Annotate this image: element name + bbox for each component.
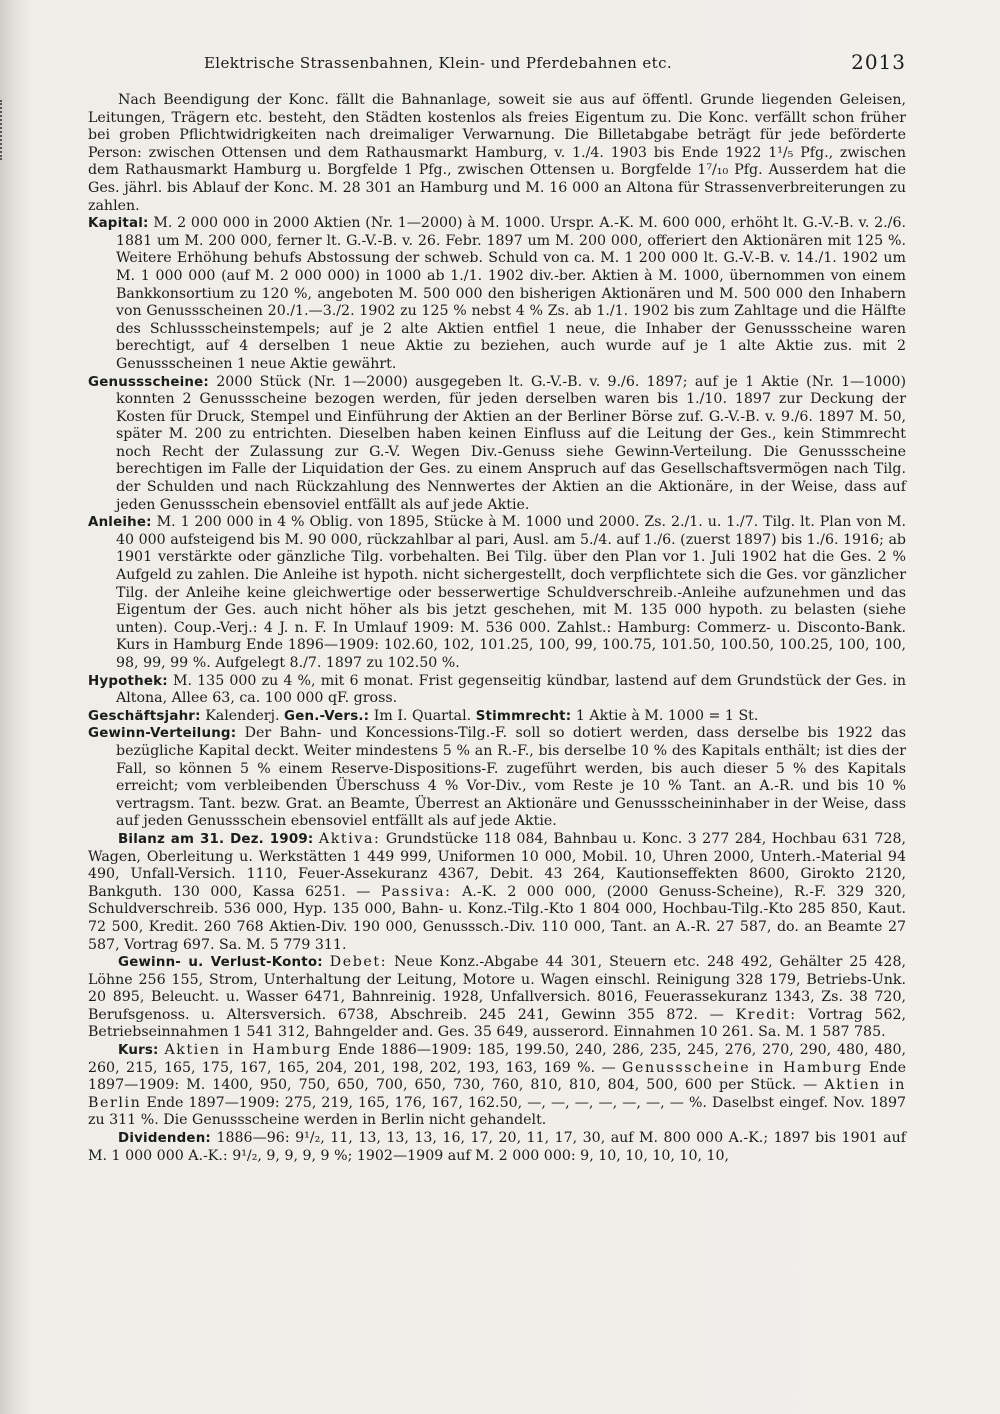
- gen-vers-label: Gen.-Vers.:: [284, 708, 370, 724]
- kapital-label: Kapital:: [88, 216, 149, 232]
- kurs-text-3: Ende 1897—1909: 275, 219, 165, 176, 167, 162.50, —, —, —, —, —, —, — %. Daselbst eingef. Nov. 1897 zu 311 %. Die Genussscheine werden in Berlin nicht gehandelt.: [88, 1094, 906, 1129]
- page-number: 2013: [851, 50, 906, 74]
- kurs-berlin-word: Aktien in Berlin: [88, 1077, 906, 1111]
- gewinn-verteilung-text: Der Bahn- und Koncessions-Tilg.-F. soll so dotiert werden, dass derselbe bis 1922 das bezügliche Kapital deckt. Weiter mindestens 5 % an R.-F., bis derselbe 10 % des Kapitals enthält; ist dies der Fall, so können 5 % einem Reserve-Dispositions-F. zugeführt werden, bis auch dieser 5 % des Kapitals erreicht; vom verbleibenden Überschuss 4 % Vor-Div., vom Reste je 10 % Tant. an A.-R. und bis 10 % vertragsm. Tant. bezw. Grat. an Beamte, Überrest an Aktionäre und Genussscheininhaber in der Weise, dass auf jeden Genussschein ebensoviel entfällt als auf jede Aktie.: [116, 725, 906, 830]
- genussscheine-section: [88, 374, 906, 515]
- kapital-section: [88, 215, 906, 373]
- dividenden-text: 1886—96: 9¹/₂, 11, 13, 13, 13, 16, 17, 20, 11, 17, 30, auf M. 800 000 A.-K.; 1897 bis 1901 auf M. 1 000 000 A.-K.: 9¹/₂, 9, 9, 9, 9 %; 1902—1909 auf M. 2 000 000: 9, 10, 10, 10, 10, 10,: [88, 1130, 906, 1164]
- kurs-genuss-word: Genussscheine in Hamburg: [622, 1059, 863, 1076]
- kredit-word: Kredit:: [735, 1006, 797, 1023]
- anleihe-text: M. 1 200 000 in 4 % Oblig. von 1895, Stücke à M. 1000 und 2000. Zs. 2./1. u. 1./7. Tilg. lt. Plan von M. 40 000 aufsteigend bis M. 90 000, rückzahlbar al pari, Ausl. am 5./4. auf 1./6. (zuerst 1897) bis 1./6. 1916; ab 1901 verstärkte oder gänzliche Tilg. vorbehalten. Bei Tilg. über den Plan vor 1. Juli 1902 hat die Ges. 2 % Aufgeld zu zahlen. Die Anleihe ist hypoth. nicht sichergestellt, doch verpflichtete sich die Ges. vor gänzlicher Tilg. der Anleihe keine gleichwertige oder besserwertige Schuldverschreib.-Anleihe aufzunehmen und das Eigentum der Ges. auch nicht höher als bis jetzt geschehen, mit M. 135 000 hypoth. zu belasten (siehe unten). Coup.-Verj.: 4 J. n. F. In Umlauf 1909: M. 536 000. Zahlst.: Hamburg: Commerz- u. Disconto-Bank. Kurs in Hamburg Ende 1896—1909: 102.60, 102, 101.25, 100, 99, 100.75, 101.50, 100.50, 100.25, 100, 100, 98, 99, 99 %. Aufgelegt 8./7. 1897 zu 102.50 %.: [116, 514, 906, 671]
- kurs-aktien-word: Aktien in Hamburg: [164, 1042, 332, 1059]
- aktiva-word: Aktiva:: [318, 830, 381, 847]
- dividenden-section: [88, 1130, 906, 1165]
- gewinn-verteilung-section: [88, 725, 906, 831]
- kurs-text-1: Ende 1886—1909: 185, 199.50, 240, 286, 235, 245, 276, 270, 290, 480, 480, 260, 215, 165, 175, 167, 165, 204, 201, 198, 202, 193, 163, 169 %. —: [88, 1042, 906, 1076]
- running-title: Elektrische Strassenbahnen, Klein- und Pferdebahnen etc.: [203, 54, 673, 72]
- debet-word: Debet:: [329, 954, 388, 971]
- hypothek-section: [88, 673, 906, 708]
- passiva-text: A.-K. 2 000 000, (2000 Genuss-Scheine), R.-F. 329 320, Schuldverschreib. 536 000, Hyp. 135 000, Bahn- u. Konz.-Tilg.-Kto 1 804 000, Hochbau-Tilg.-Kto 285 850, Kaut. 72 500, Kredit. 260 768 Aktien-Div. 190 000, Genusssch.-Div. 110 000, Tant. an A.-R. 27 587, do. an Beamte 27 587, Vortrag 697. Sa. M. 5 779 311.: [88, 883, 907, 953]
- hypothek-text: M. 135 000 zu 4 %, mit 6 monat. Frist gegenseitig kündbar, lastend auf dem Grundstück der Ges. in Altona, Allee 63, ca. 100 000 qF. gross.: [116, 672, 906, 707]
- article-body: [88, 92, 906, 1165]
- guv-label: Gewinn- u. Verlust-Konto:: [118, 955, 323, 971]
- kurs-label: Kurs:: [118, 1043, 159, 1059]
- kurs-text-2: Ende 1897—1909: M. 1400, 950, 750, 650, 700, 650, 730, 760, 810, 810, 804, 500, 600 per Stück. —: [88, 1059, 907, 1094]
- anleihe-section: [88, 514, 906, 672]
- aktiva-text: Grundstücke 118 084, Bahnbau u. Konc. 3 277 284, Hochbau 631 728, Wagen, Oberleitung u. Werkstätten 1 449 999, Uniformen 10 000, Mobil. 10, Uhren 2000, Unterh.-Material 94 490, Unfall-Versich. 1110, Feuer-Assekuranz 4367, Debit. 43 264, Kautionseffekten 8600, Girokto 2120, Bankguth. 130 000, Kassa 6251. —: [88, 830, 907, 900]
- passiva-word: Passiva:: [381, 883, 452, 900]
- genussscheine-label: Genussscheine:: [88, 374, 209, 390]
- guv-section: [88, 954, 906, 1042]
- geschaeftsjahr-label: Geschäftsjahr:: [88, 708, 201, 724]
- anleihe-label: Anleihe:: [88, 515, 152, 531]
- bilanz-label: Bilanz am 31. Dez. 1909:: [118, 831, 314, 847]
- geschaeftsjahr-text: Kalenderj.: [205, 707, 280, 724]
- kredit-text: Vortrag 562, Betriebseinnahmen 1 541 312, Bahngelder and. Ges. 35 649, ausserord. Einnahmen 10 261. Sa. M. 1 587 785.: [88, 1006, 907, 1041]
- page-header: [90, 50, 906, 78]
- gen-vers-text: Im I. Quartal.: [373, 707, 472, 724]
- margin-marks: [0, 100, 8, 160]
- kapital-text: M. 2 000 000 in 2000 Aktien (Nr. 1—2000) à M. 1000. Urspr. A.-K. M. 600 000, erhöht lt. G.-V.-B. v. 2./6. 1881 um M. 200 000, ferner lt. G.-V.-B. v. 26. Febr. 1897 um M. 200 000, offeriert den Aktionären mit 125 %. Weitere Erhöhung behufs Abstossung der schweb. Schuld von ca. M. 1 200 000 lt. G.-V.-B. v. 14./1. 1902 um M. 1 000 000 (auf M. 2 000 000) in 1000 ab 1./1. 1902 div.-ber. Aktien à M. 1000, übernommen von einem Bankkonsortium zu 120 %, angeboten M. 500 000 den bisherigen Aktionären und M. 500 000 den Inhabern von Genussscheinen 20./1.—3./2. 1902 zu 125 % nebst 4 % Zs. ab 1./1. 1902 bis zum Zahltage und die Hälfte des Schlussscheinstempels; auf je 2 alte Aktien entfiel 1 neue, die Inhaber der Genussscheine waren berechtigt, auf 4 derselben 1 neue Aktie zu beziehen, auch wurde auf je 1 alte Aktie zus. mit 2 Genussscheinen 1 neue Aktie gewährt.: [116, 215, 906, 372]
- debet-text: Neue Konz.-Abgabe 44 301, Steuern etc. 248 492, Gehälter 25 428, Löhne 256 155, Strom, Unterhaltung der Leitung, Motore u. Wagen einschl. Reinigung 328 179, Betriebs-Unk. 20 895, Beleucht. u. Wasser 6471, Bahnreinig. 1928, Unfallversich. 8016, Feuerassekuranz 1343, Zs. 38 720, Berufsgenoss. u. Altersversich. 6738, Abschreib. 245 241, Gewinn 355 872. —: [88, 954, 906, 1023]
- gewinn-verteilung-label: Gewinn-Verteilung:: [88, 726, 237, 742]
- bilanz-section: [88, 831, 906, 954]
- stimmrecht-label: Stimmrecht:: [475, 708, 572, 724]
- dividenden-label: Dividenden:: [118, 1131, 211, 1147]
- stimmrecht-text: 1 Aktie à M. 1000 = 1 St.: [575, 707, 759, 724]
- genussscheine-text: 2000 Stück (Nr. 1—2000) ausgegeben lt. G.-V.-B. v. 9./6. 1897; auf je 1 Aktie (Nr. 1—1000) konnten 2 Genussscheine bezogen werden, für jeden derselben waren bis 1./10. 1897 zur Deckung der Kosten für Druck, Stempel und Einführung der Aktien an der Berliner Börse zuf. G.-V.-B. v. 9./6. 1897 M. 50, später M. 200 zu entrichten. Dieselben haben keinen Einfluss auf die Leitung der Ges., kein Stimmrecht noch Recht der Zulassung zur G.-V. Wegen Div.-Genuss siehe Gewinn-Verteilung. Die Genussscheine berechtigen im Falle der Liquidation der Ges. zu einem Anspruch auf das Gesellschaftsvermögen nach Tilg. der Schulden und nach Rückzahlung des Nennwertes der Aktien an die Aktionäre, in der Weise, dass auf jeden Genussschein ebensoviel entfällt als auf jede Aktie.: [116, 373, 906, 513]
- hypothek-label: Hypothek:: [88, 673, 168, 689]
- kurs-section: [88, 1042, 906, 1130]
- meta-section: [88, 708, 906, 726]
- intro-paragraph: Nach Beendigung der Konc. fällt die Bahnanlage, soweit sie aus auf öffentl. Grunde liegenden Geleisen, Leitungen, Trägern etc. besteht, den Städten kostenlos als freies Eigentum zu. Die Konc. verfällt schon früher bei groben Pflichtwidrigkeiten nach dreimaliger Verwarnung. Die Billetabgabe beträgt für jede beförderte Person: zwischen Ottensen und dem Rathausmarkt Hamburg, v. 1./4. 1903 bis Ende 1922 1¹/₅ Pfg., zwischen dem Rathausmarkt Hamburg u. Borgfelde 1 Pfg., zwischen Ottensen u. Borgfelde 1⁷/₁₀ Pfg. Ausserdem hat die Ges. jährl. bis Ablauf der Konc. M. 28 301 an Hamburg und M. 16 000 an Altona für Strassenverbreiterungen zu zahlen.: [88, 92, 906, 214]
